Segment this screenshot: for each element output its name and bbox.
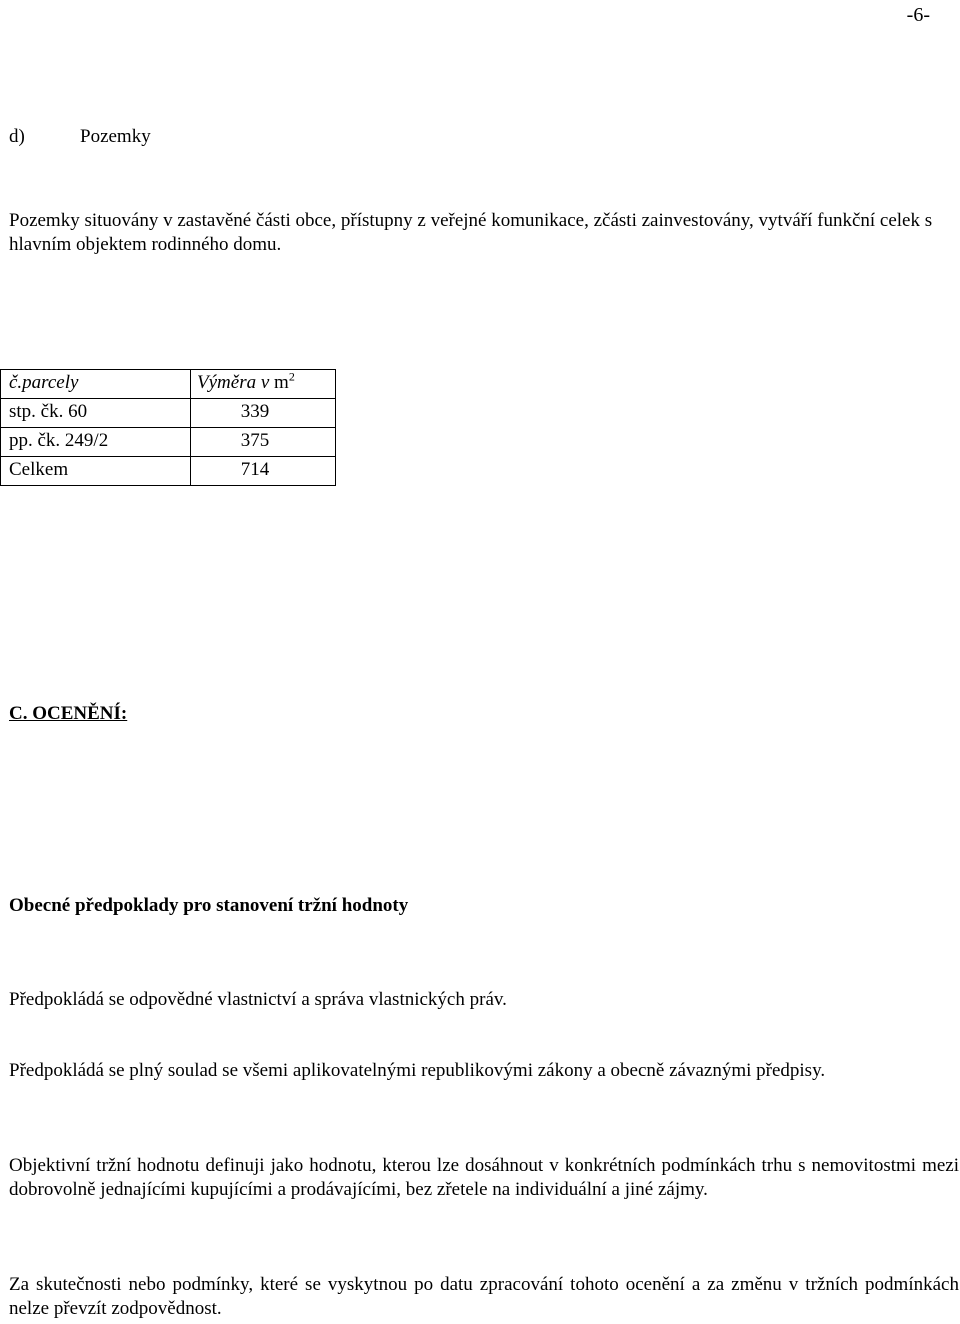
- header-area-unit-superscript: 2: [288, 369, 295, 384]
- land-intro-paragraph: Pozemky situovány v zastavěné části obce, přístupny z veřejné komunikace, zčásti zainvestovány, vytváří funkční celek s hlavním objektem rodinného domu.: [9, 210, 933, 255]
- area-cell: 339: [191, 399, 336, 428]
- header-area: [191, 370, 336, 399]
- assumptions-heading: Obecné předpoklady pro stanovení tržní hodnoty: [9, 895, 409, 916]
- section-c-heading: C. OCENĚNÍ:: [9, 703, 128, 724]
- header-area-label: Výměra v: [197, 372, 270, 393]
- total-label-cell: Celkem: [1, 457, 191, 486]
- section-d-title: Pozemky: [80, 126, 151, 147]
- page-number: -6-: [906, 4, 930, 26]
- assumption-paragraph: Předpokládá se plný soulad se všemi aplikovatelnými republikovými zákony a obecně závaznými předpisy.: [9, 1060, 826, 1081]
- assumption-paragraph: Předpokládá se odpovědné vlastnictví a správa vlastnických práv.: [9, 989, 507, 1010]
- parcels-table: [0, 369, 336, 486]
- assumption-paragraph: Za skutečnosti nebo podmínky, které se vyskytnou po datu zpracování tohoto ocenění a za změnu v tržních podmínkách nelze převzít zodpovědnost.: [9, 1274, 959, 1319]
- table-header-row: [1, 370, 336, 399]
- parcel-cell: pp. čk. 249/2: [1, 428, 191, 457]
- header-parcel-number: č.parcely: [1, 370, 191, 399]
- table-row: [1, 399, 336, 428]
- header-area-unit: m: [274, 372, 289, 393]
- section-d-letter: d): [9, 126, 25, 147]
- assumption-paragraph: Objektivní tržní hodnotu definuji jako hodnotu, kterou lze dosáhnout v konkrétních podmínkách trhu s nemovitostmi mezi dobrovolně jednajícími kupujícími a prodávajícími, bez zřetele na individuální a jiné zájmy.: [9, 1155, 959, 1200]
- area-cell: 375: [191, 428, 336, 457]
- total-area-cell: 714: [191, 457, 336, 486]
- table-row-total: [1, 457, 336, 486]
- table-row: [1, 428, 336, 457]
- parcel-cell: stp. čk. 60: [1, 399, 191, 428]
